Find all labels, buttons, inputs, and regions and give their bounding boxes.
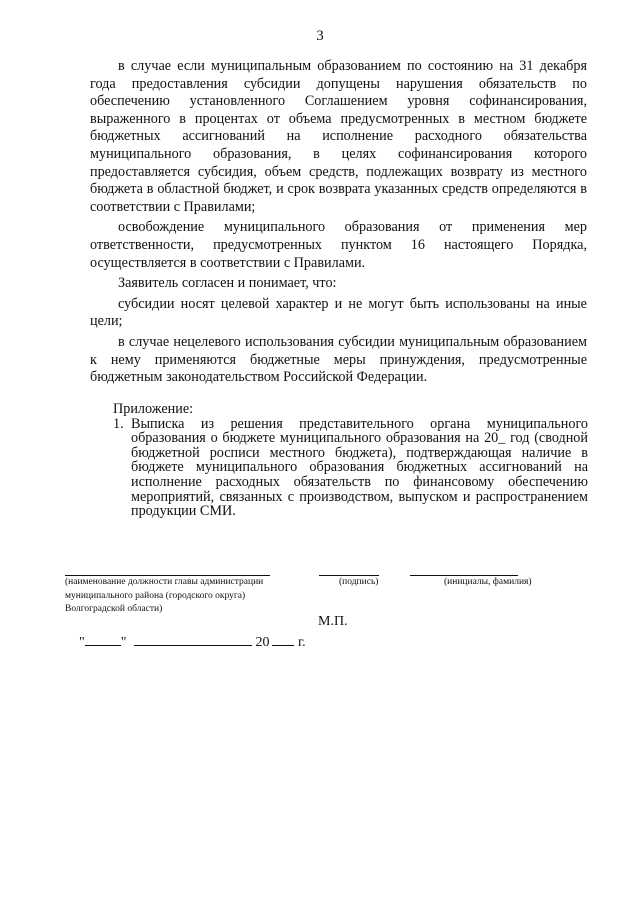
paragraph-exemption: освобождение муниципального образования от применения мер ответственности, предусмотренных пунктом 16 настоящего Порядка, осуществляется в соответствии с Правилами. [90,219,587,271]
paragraph-target-purpose: субсидии носят целевой характер и не могут быть использованы на иные цели; [90,295,587,330]
appendix-item [113,417,588,519]
date-quote-close: " [120,635,127,650]
initials-caption: (инициалы, фамилия) [444,577,532,587]
month-blank [134,633,252,646]
paragraph-applicant-agrees: Заявитель согласен и понимает, что: [118,275,337,292]
position-caption: (наименование должности главы администрации муниципального района (городского округа) Волгоградской области) [65,577,264,615]
paragraph-cofinancing-violation: в случае если муниципальным образованием по состоянию на 31 декабря года предоставления субсидии допущены нарушения обязательств по обеспечению установленного Соглашением уровня софинансирования, выраженного в процентах от объема предусмотренных в местном бюджете бюджетных ассигнований на исполнение расходного обязательства муниципального образования, в целях софинансирования которого предоставляется субсидия, объем средств, подлежащих возврату из местного бюджета в областной бюджет, и срок возврата указанных средств определяются в соответствии с Правилами; [90,58,587,215]
appendix-item-text: Выписка из решения представительного органа муниципального образования о бюджете муниципального образования на 20_ год (сводной бюджетной росписи местного бюджета), подтверждающая наличие в бюджете муниципального образования бюджетных ассигнований на исполнение расходных обязательств по финансовому обеспечению мероприятий, связанных с производством, выпуском и распространением продукции СМИ. [131,415,588,520]
signature-caption: (подпись) [339,577,379,587]
year-blank [272,633,294,646]
year-prefix: 20 [255,635,270,650]
year-suffix: г. [297,635,306,650]
paragraph-misuse-measures: в случае нецелевого использования субсидии муниципальным образованием к нему применяются бюджетные меры принуждения, предусмотренные бюджетным законодательством Российской Федерации. [90,333,587,386]
date-line [79,633,306,651]
document-body [90,58,587,390]
day-blank [85,633,121,646]
appendix-title: Приложение: [113,401,194,417]
stamp-label: М.П. [318,614,348,629]
appendix-item-number: 1. [113,415,124,432]
appendix-section [113,402,588,519]
date-quote-open: " [79,635,85,650]
page-number: 3 [316,28,324,44]
